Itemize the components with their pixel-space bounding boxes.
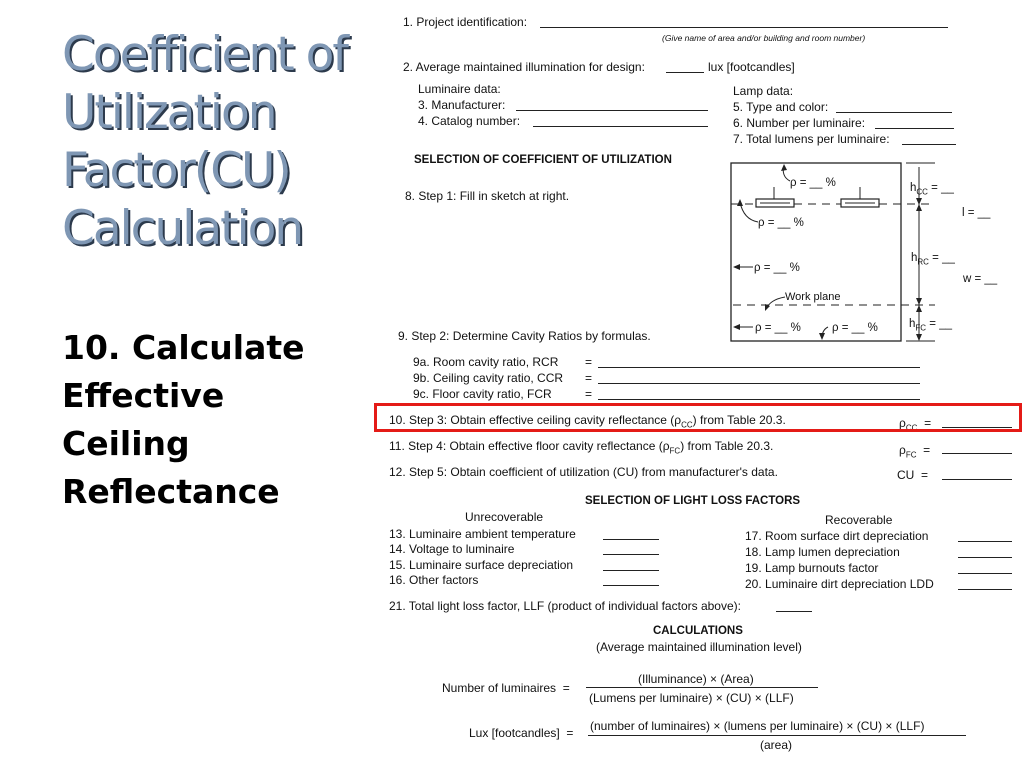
- title-line: Utilization: [62, 85, 276, 140]
- lux-denominator: (area): [760, 738, 793, 752]
- item-luminaire-dirt: 20. Luminaire dirt depreciation LDD: [745, 577, 934, 591]
- fill-line: [603, 554, 659, 555]
- number-of-luminaires-numerator: (Illuminance) × (Area): [638, 672, 754, 686]
- hrc-label: $h_{RC}$ = __: [911, 252, 955, 267]
- subtitle-line: Effective: [62, 376, 225, 415]
- item-manufacturer: 3. Manufacturer:: [418, 98, 506, 112]
- calculations-subheading: (Average maintained illumination level): [596, 640, 802, 654]
- fill-line: [958, 557, 1012, 558]
- recoverable-heading: Recoverable: [825, 513, 893, 527]
- room-wall-reflectance-label: ρ = __ %: [754, 262, 800, 274]
- fill-line: [598, 399, 920, 400]
- item-lamp-burnouts: 19. Lamp burnouts factor: [745, 561, 879, 575]
- title-line: Coefficient of: [62, 27, 347, 82]
- item-ccr: 9b. Ceiling cavity ratio, CCR: [413, 371, 564, 385]
- item-total-lumens: 7. Total lumens per luminaire:: [733, 132, 890, 146]
- item-total-llf: 21. Total light loss factor, LLF (product of individual factors above):: [389, 599, 741, 613]
- equals-sign: =: [585, 371, 593, 385]
- lux-numerator: (number of luminaires) × (lumens per luminaire) × (CU) × (LLF): [590, 719, 925, 733]
- unrecoverable-heading: Unrecoverable: [465, 510, 544, 524]
- rho-fc-label: $\rho_{FC}$ =: [899, 443, 931, 460]
- fill-line: [958, 589, 1012, 590]
- item-project-note: (Give name of area and/or building and room number): [662, 33, 866, 43]
- rho-cc-label: $\rho_{CC}$ =: [899, 416, 932, 433]
- highlight-box: [374, 403, 1022, 432]
- fill-line: [598, 367, 920, 368]
- width-label: w = __: [963, 273, 998, 285]
- subtitle-line: Reflectance: [62, 472, 280, 511]
- item-number-per-luminaire: 6. Number per luminaire:: [733, 116, 866, 130]
- item-lamp-lumen: 18. Lamp lumen depreciation: [745, 545, 900, 559]
- number-of-luminaires-denominator: (Lumens per luminaire) × (CU) × (LLF): [589, 691, 794, 705]
- fraction-bar: [588, 735, 966, 736]
- fill-line: [942, 479, 1012, 480]
- length-label: l = __: [962, 207, 991, 219]
- illumination-unit: lux [footcandles]: [708, 60, 795, 74]
- item-average-illumination: 2. Average maintained illumination for design:: [403, 60, 645, 74]
- item-fcr: 9c. Floor cavity ratio, FCR: [413, 387, 552, 401]
- item-ambient-temperature: 13. Luminaire ambient temperature: [389, 527, 576, 541]
- floor-reflectance-label: ρ = __ %: [832, 322, 878, 334]
- section-llf-heading: SELECTION OF LIGHT LOSS FACTORS: [585, 495, 801, 507]
- fill-line: [598, 383, 920, 384]
- wall-reflectance-label: ρ = __ %: [758, 217, 804, 229]
- cu-label: CU =: [897, 468, 929, 482]
- work-plane-label: Work plane: [785, 291, 841, 303]
- section-cu-heading: SELECTION OF COEFFICIENT OF UTILIZATION: [414, 154, 672, 166]
- item-voltage: 14. Voltage to luminaire: [389, 542, 515, 556]
- item-type-color: 5. Type and color:: [733, 100, 829, 114]
- fill-line: [603, 539, 659, 540]
- lux-label: Lux [footcandles] =: [469, 726, 574, 740]
- item-project-identification: 1. Project identification:: [403, 15, 528, 29]
- fraction-bar: [586, 687, 818, 688]
- hcc-label: $h_{CC}$ = __: [910, 182, 954, 197]
- fill-line: [603, 570, 659, 571]
- item-step5-cu: 12. Step 5: Obtain coefficient of utilization (CU) from manufacturer's data.: [389, 465, 778, 479]
- title-line: Calculation: [62, 201, 303, 256]
- fill-line: [603, 585, 659, 586]
- item-surface-depreciation: 15. Luminaire surface depreciation: [389, 558, 574, 572]
- item-room-surface-dirt: 17. Room surface dirt depreciation: [745, 529, 929, 543]
- equals-sign: =: [585, 387, 593, 401]
- equals-sign: =: [585, 355, 593, 369]
- item-step3-ceiling-reflectance: 10. Step 3: Obtain effective ceiling cavity reflectance $(\rho_{CC})$ from Table 20.3.: [389, 413, 786, 430]
- section-calculations-heading: CALCULATIONS: [653, 625, 743, 637]
- ceiling-reflectance-label: ρ = __ %: [790, 177, 836, 189]
- lamp-data-heading: Lamp data:: [733, 84, 794, 98]
- item-catalog-number: 4. Catalog number:: [418, 114, 521, 128]
- hfc-label: $h_{FC}$ = __: [909, 318, 952, 333]
- item-step4-floor-reflectance: 11. Step 4: Obtain effective floor cavity reflectance $(\rho_{FC})$ from Table 20.3.: [389, 439, 774, 456]
- item-step2: 9. Step 2: Determine Cavity Ratios by formulas.: [398, 329, 651, 343]
- subtitle-line: 10. Calculate: [62, 328, 305, 367]
- subtitle-line: Ceiling: [62, 424, 190, 463]
- item-rcr: 9a. Room cavity ratio, RCR: [413, 355, 559, 369]
- fill-line: [958, 573, 1012, 574]
- luminaire-data-heading: Luminaire data:: [418, 82, 501, 96]
- fill-line: [776, 611, 812, 612]
- title-line: Factor(CU): [62, 143, 290, 198]
- number-of-luminaires-label: Number of luminaires =: [442, 681, 570, 695]
- item-step1: 8. Step 1: Fill in sketch at right.: [405, 189, 570, 203]
- floor-wall-reflectance-label: ρ = __ %: [755, 322, 801, 334]
- fill-line: [958, 541, 1012, 542]
- fill-line: [942, 453, 1012, 454]
- item-other-factors: 16. Other factors: [389, 573, 479, 587]
